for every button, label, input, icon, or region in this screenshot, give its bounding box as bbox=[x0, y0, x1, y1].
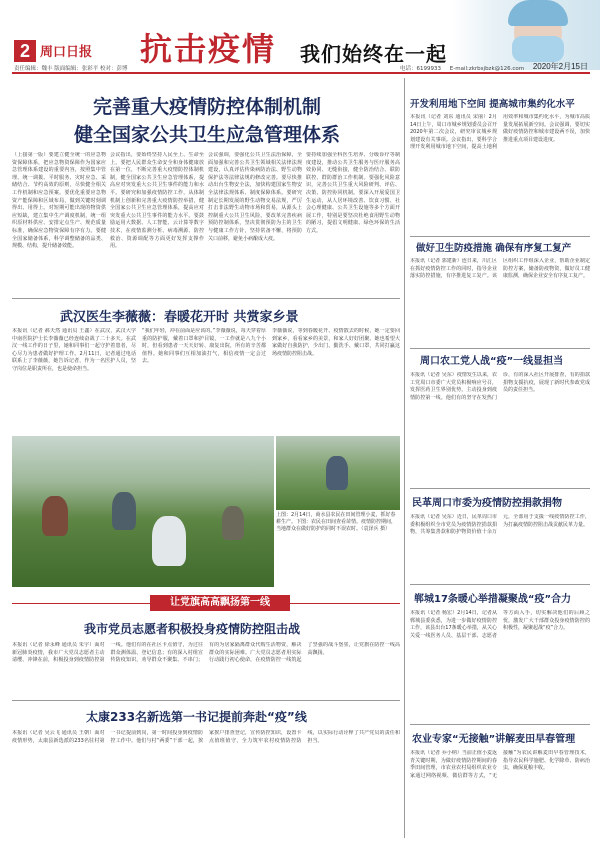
right-article-1-title: 开发利用地下空间 提高城市集约化水平 bbox=[410, 99, 575, 110]
divider bbox=[12, 298, 400, 299]
paper-name: 周口日报 bbox=[40, 45, 93, 60]
divider bbox=[410, 348, 590, 349]
divider bbox=[410, 724, 590, 725]
column-divider bbox=[404, 78, 405, 838]
doctor-article-col-3: 李薇薇说，等到春暖花开、疫情散去的时候，她一定要回到家乡，看看家乡的美景，和家人好好团聚。她也希望大家做好自我防护，少出门、勤洗手、戴口罩，共同打赢这场疫情防控阻击战。 bbox=[272, 328, 400, 357]
divider bbox=[410, 488, 590, 489]
doctor-article-title: 武汉医生李薇薇：春暖花开时 共赏家乡景 bbox=[60, 310, 299, 325]
volunteer-article-body: 本报讯（记者 徐永峰 通讯员 朱宇）面对新冠肺炎疫情，我市广大党员志愿者主动请缨、冲锋在前，积极投身到疫情防控第一线。他们有的在社区卡点值守，为过往群众测体温、登记信息；有的深入村组宣传防疫知识，劝导群众不聚集、不串门；有的为居家隔离群众代购生活物资，解决群众的实际困难。广大党员志愿者用实际行动践行初心使命，在疫情防控一线筑起了坚强的战斗堡垒，让党旗在防控一线高高飘扬。 bbox=[12, 642, 400, 664]
divider bbox=[12, 700, 400, 701]
right-article-2-body: 本报讯（记者 郭建新）连日来，川汇区在抓好疫情防控工作的同时，指导企业落实防控措施，有序推进复工复产。该区组织工作组深入企业，帮助企业制定防控方案，储备防疫物资，做好员工健康监测，确保企业安全有序复工复产。 bbox=[410, 258, 590, 280]
section-slogan: 我们始终在一起 bbox=[300, 42, 447, 66]
lead-subtitle: 健全国家公共卫生应急管理体系 bbox=[73, 124, 340, 146]
right-article-4-body: 本报讯（记者 吴东）近日，民革周口市委积极组织全市党员为疫情防控捐款捐物，共筹集善款和防护物资价值十余万元，全部用于支援一线疫情防控工作，为打赢疫情防控阻击战贡献民革力量。 bbox=[410, 514, 590, 536]
editors-line: 责任编辑：魏丰 版面编辑：张彩平 校对：彭博 bbox=[14, 66, 128, 72]
lead-col-3: 会议强调，要强化公共卫生法治保障，全面加强和完善公共卫生领域相关法律法规建设，认真评估传染病防治法、野生动物保护法等法律法规的修改完善。要尽快推动出台生物安全法，加快构建国家生物安全法律法规体系、制度保障体系。要研究制定长期发展的野生动物交易法规，严厉打击非法野生动物市场和贸易，从源头上控制重大公共卫生风险。要改革完善疾病预防控制体系，坚决贯彻预防为主的卫生与健康工作方针，坚持常备不懈，将预防关口前移，避免小病酿成大疫。 bbox=[208, 152, 302, 242]
email: E-mail:zkrbsjbzk@126.com bbox=[449, 66, 525, 72]
masthead-rule bbox=[12, 72, 590, 74]
right-article-4-title: 民革周口市委为疫情防控捐款捐物 bbox=[412, 498, 562, 509]
doctor-article-col-1: 本报讯（记者 郝天然 通讯员 王鑫）在武汉，武汉大学中南医院护士长李薇薇已经连续奋战了二十多天。在武汉一线工作的日子里，她和同事们一起守护着患者，尽心尽力为患者做好护理工作。2月11日，记者通过电话联系上了李薇薇，她告诉记者，作为一名医护人员，坚守岗位是职责所在，也是使命担当。 bbox=[12, 328, 136, 372]
right-article-3-title: 周口农工党人战“疫”一线显担当 bbox=[420, 356, 564, 367]
contact-line bbox=[400, 64, 524, 72]
issue-date: 2020年2月15日 bbox=[532, 62, 588, 71]
right-article-3-body: 本报讯（记者 吴东）疫情发生以来，农工党周口市委广大党员积极响应号召，发挥医药卫生界别优势，主动投身到疫情防控第一线。他们有的坚守在发热门诊，有的深入社区开展排查，有的捐款捐物支援抗疫，展现了新时代参政党成员的责任担当。 bbox=[410, 372, 590, 401]
right-article-5-body: 本报讯（记者 杨宏）2月14日，记者从郸城县委获悉，为进一步做好疫情防控工作，该县出台17条暖心举措，从关心关爱一线医务人员、基层干部、志愿者等方面入手，切实解决他们的后顾之忧，激发广大干部群众投身疫情防控的积极性，凝聚起战“疫”合力。 bbox=[410, 610, 590, 639]
lead-col-2: 会议指出，要始终坚持人民至上、生命至上，要把人民群众生命安全和身体健康放在第一位，不断完善重大疫情防控体制机制，健全国家公共卫生应急管理体系，提高应对突发重大公共卫生事件的能力和水平。要研究和加强疫情防控工作，从体制机制上创新和完善重大疫情防控举措，健全国家公共卫生应急管理体系，提高应对突发重大公共卫生事件的能力水平。要鼓励运用大数据、人工智能、云计算等数字技术，在疫情监测分析、病毒溯源、防控救治、资源调配等方面更好发挥支撑作用。 bbox=[110, 152, 204, 250]
right-article-6-body: 本报讯（记者 乔小纳）当前正值小麦返青关键时期，为做好疫情防控期间的春季田间管理，市农业农村局组织农业专家通过网络视频、微信群等方式，“无接触”为农民讲解麦田早春管理技术，指导农民科学施肥、化学除草、防病治虫，确保夏粮丰收。 bbox=[410, 750, 590, 779]
nurse-photo bbox=[449, 0, 600, 72]
photo-caption: 上图：2月14日，商水县农民在田间管理小麦，抓好春耕生产。下图：农民在田间查看苗情。疫情防控期间，当地群众在做好防护的同时不误农时。（袁泽兵 摄） bbox=[276, 512, 397, 532]
party-banner: 让党旗高高飘扬第一线 bbox=[150, 595, 290, 611]
taikang-article-body: 本报讯（记者 吴云飞 通讯员 王朝）面对疫情形势，太康县新选派的233名驻村第一书记提前到岗，第一时间投身到疫情防控工作中。他们与村“两委”干部一起，挨家挨户排查登记，宣传防控知识，设置卡点值班值守，全力筑牢农村疫情防控防线，以实际行动诠释了共产党员的责任和担当。 bbox=[12, 730, 400, 744]
farm-photo-main bbox=[12, 436, 274, 587]
masthead bbox=[0, 0, 600, 70]
divider bbox=[410, 236, 590, 237]
taikang-article-title: 太康233名新选第一书记提前奔赴“疫”线 bbox=[86, 710, 307, 724]
page-number: 2 bbox=[14, 40, 36, 62]
lead-col-1: （上接第一版）要建立健全统一的应急物资保障体系，把应急物资保障作为国家应急管理体系建设的重要内容，按照集中管理、统一调拨、平时服务、灾时应急、采储结合、节约高效的原则，尽快健全相关工作机制和应急预案。要优化重要应急物资产能保障和区域布局，做到关键时刻调得出、用得上。对短期可能出现的物资供应短缺，建立集中生产调度机制，统一组织原材料供应、安排定点生产、规范质量标准，确保应急物资保障有序有力。要健全国家储备体系，科学调整储备的品类、规模、结构，提升储备效能。 bbox=[12, 152, 106, 250]
right-article-1-body: 本报讯（记者 刘东 通讯员 宋丽）2月14日上午，周口市城乡规划委员会召开2020年第二次会议，研究审议城乡规划建设有关事项。会议指出，要科学合理开发利用城市地下空间，提高土地利用效率和城市集约化水平，为城市高质量发展拓展新空间。会议强调，要切实做好疫情防控和城市建设两不误，加快推进重点项目建设进度。 bbox=[410, 114, 590, 151]
lead-title: 完善重大疫情防控体制机制 bbox=[92, 96, 321, 118]
section-title: 抗击疫情 bbox=[140, 30, 277, 68]
right-article-2-title: 做好卫生防疫措施 确保有序复工复产 bbox=[416, 243, 572, 254]
farm-photo-small bbox=[276, 436, 400, 510]
divider bbox=[410, 584, 590, 585]
phone: 电话：6199933 bbox=[400, 66, 441, 72]
lead-col-4: 要持续加强全科医生培养、分级诊疗等制度建设，推动公共卫生服务与医疗服务高效协同、无缝衔接，健全防治结合、联防联控、群防群治工作机制。要强化风险意识，完善公共卫生重大风险研判、评估、决策、防控协同机制。要深入开展爱国卫生运动，从人居环境改善、饮食习惯、社会心理健康、公共卫生设施等多个方面开展工作，特别是要坚决杜绝食用野生动物的陋习，提倡文明健康、绿色环保的生活方式。 bbox=[306, 152, 400, 234]
right-article-5-title: 郸城17条暖心举措凝聚战“疫”合力 bbox=[414, 594, 572, 605]
right-article-6-title: 农业专家“无接触”讲解麦田早春管理 bbox=[412, 734, 576, 745]
doctor-article-col-2: “我们年轻，冲在前面是应该的。”李薇薇说，每天穿着厚重的防护服，戴着口罩和护目镜，一工作就是八九个小时，但看到患者一天天好转、康复出院，所有的辛苦都值得。她和同事们互相加油打气，相信疫情一定会过去。 bbox=[142, 328, 266, 365]
volunteer-article-title: 我市党员志愿者积极投身疫情防控阻击战 bbox=[84, 622, 301, 636]
